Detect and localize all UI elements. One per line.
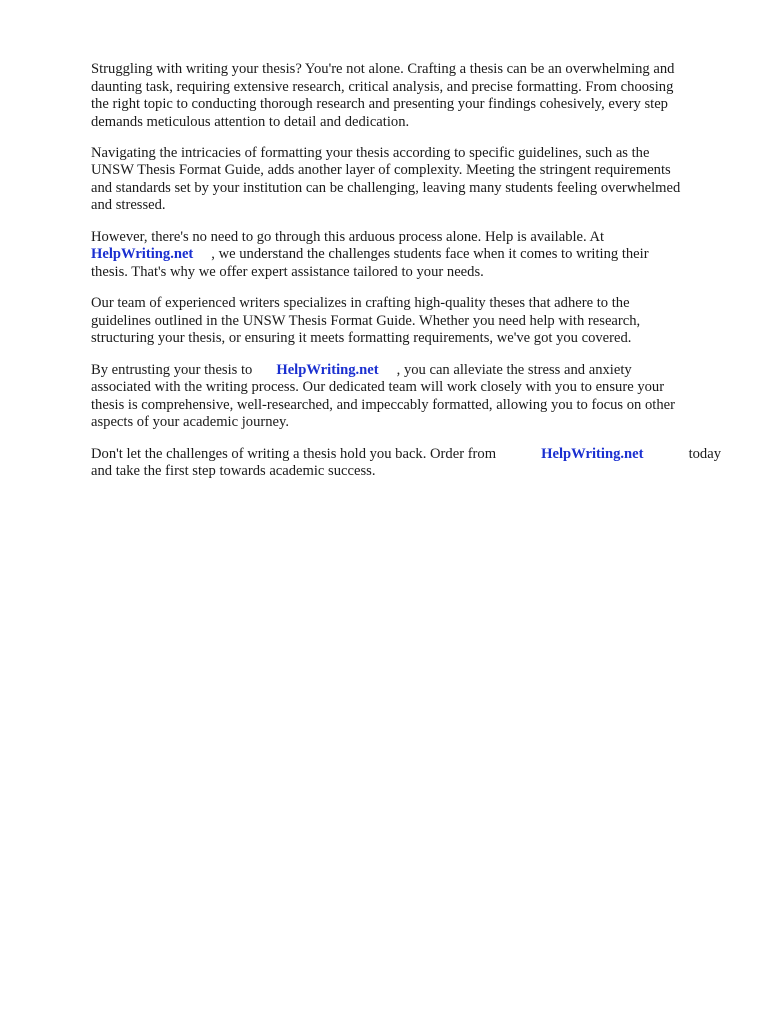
helpwriting-link[interactable]: HelpWriting.net [276,362,379,378]
text-line: associated with the writing process. Our dedicated team will work closely with you to ensure your [91,379,665,395]
text-fragment: Don't let the challenges of writing a thesis hold you back. Order from [91,446,497,462]
text-line: and stressed. [91,197,166,213]
text-fragment: today [688,446,721,462]
text-line: However, there's no need to go through this arduous process alone. Help is available. At [91,229,605,245]
text-line: the right topic to conducting thorough research and presenting your findings cohesively, every step [91,96,668,112]
helpwriting-link[interactable]: HelpWriting.net [541,446,644,462]
text-line: Our team of experienced writers specializes in crafting high-quality theses that adhere to the [91,295,630,311]
text-line [91,362,721,379]
text-line: thesis is comprehensive, well-researched, and impeccably formatted, allowing you to focus on other [91,397,675,413]
text-fragment: By entrusting your thesis to [91,362,253,378]
text-line: thesis. That's why we offer expert assistance tailored to your needs. [91,264,484,280]
text-line: demands meticulous attention to detail and dedication. [91,114,410,130]
text-line: Struggling with writing your thesis? You're not alone. Crafting a thesis can be an overwhelming and [91,61,675,77]
text-fragment: , we understand the challenges students face when it comes to writing their [211,246,649,262]
text-line [91,446,721,463]
text-fragment: , you can alleviate the stress and anxiety [396,362,632,378]
text-line: structuring your thesis, or ensuring it meets formatting requirements, we've got you covered. [91,330,632,346]
text-line: daunting task, requiring extensive research, critical analysis, and precise formatting. From choosing [91,79,674,95]
text-line: Navigating the intricacies of formatting your thesis according to specific guidelines, such as the [91,145,650,161]
text-line: aspects of your academic journey. [91,414,290,430]
text-line: and take the first step towards academic success. [91,463,376,479]
text-line: guidelines outlined in the UNSW Thesis Format Guide. Whether you need help with research, [91,313,641,329]
text-line: UNSW Thesis Format Guide, adds another layer of complexity. Meeting the stringent requirements [91,162,671,178]
text-line: and standards set by your institution can be challenging, leaving many students feeling overwhelmed [91,180,681,196]
helpwriting-link[interactable]: HelpWriting.net [91,246,194,262]
text-line [91,246,721,263]
